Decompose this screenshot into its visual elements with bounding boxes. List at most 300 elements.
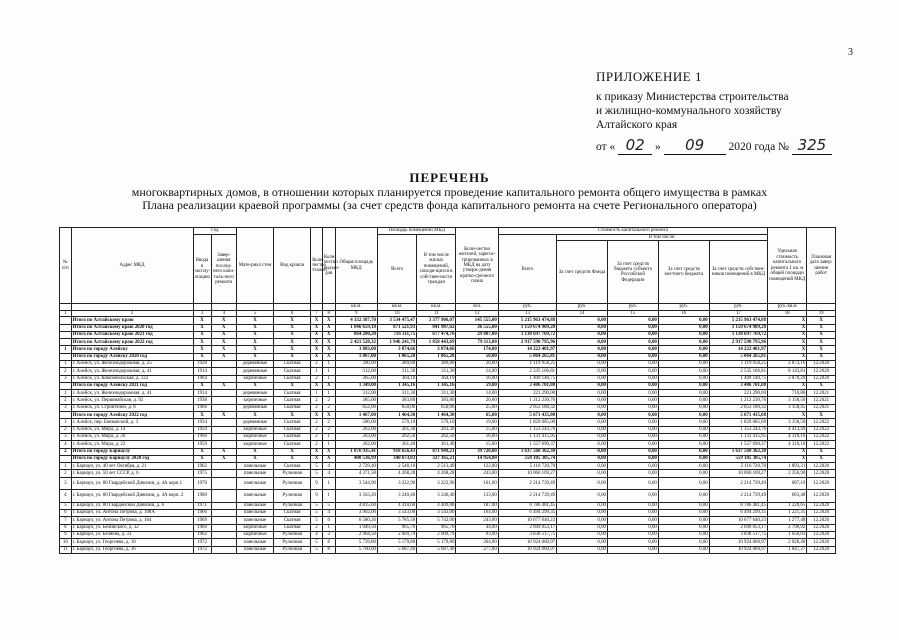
table-cell: 5 [311, 546, 323, 553]
table-cell: 4 413,49 [768, 426, 807, 433]
table-cell: 3 [322, 531, 335, 538]
table-cell [60, 382, 72, 389]
unit-cell: руб. [709, 304, 767, 310]
table-cell: 389,80 [377, 361, 416, 368]
table-cell: 390,00 [335, 361, 377, 368]
table-cell: 311,30 [377, 390, 416, 397]
column-index-cell: 8 [322, 310, 335, 316]
table-cell [60, 324, 72, 331]
table-cell: 264,00 [456, 539, 498, 546]
table-cell: 3 870,20 [768, 375, 807, 382]
table-cell [60, 339, 72, 346]
table-cell: 0,00 [607, 441, 658, 448]
table-cell: 0,00 [557, 490, 608, 503]
table-cell: 5 116 720,70 [709, 463, 767, 470]
table-cell: панельные [237, 510, 274, 517]
table-cell: 7 [60, 517, 72, 524]
table-cell: 5 671 435,08 [498, 412, 556, 419]
address-cell: г. Барнаул, ул. Антона Петрова, д. 108А [71, 510, 193, 517]
table-cell: 1 076 935,41 [335, 448, 377, 455]
table-cell: 0,00 [557, 426, 608, 433]
table-cell: 25,00 [456, 404, 498, 411]
table-cell: Скатная [274, 397, 311, 404]
table-cell: 0,00 [557, 317, 608, 324]
address-cell: г. Алейск, ул. Мира, д. 22 [71, 441, 193, 448]
table-cell: 677 474,76 [417, 331, 456, 338]
table-cell: X [322, 455, 335, 462]
table-cell: 4 310,16 [768, 441, 807, 448]
table-cell: 1 212 230,76 [709, 397, 767, 404]
table-cell: 1 [60, 419, 72, 426]
table-row [60, 426, 836, 433]
table-cell: кирпичные [237, 441, 274, 448]
table-cell [60, 331, 72, 338]
table-cell: X [237, 412, 274, 419]
table-cell: 0,00 [658, 470, 709, 477]
table-cell: 221 290,00 [498, 390, 556, 397]
table-cell: 1 119 958,25 [498, 361, 556, 368]
table-cell: X [274, 317, 311, 324]
table-cell: 0,00 [607, 455, 658, 462]
table-cell: 5 687,40 [417, 546, 456, 553]
table-cell: 243,00 [456, 517, 498, 524]
unit-cell: руб./кв.м [768, 304, 807, 310]
table-cell: панельные [237, 546, 274, 553]
table-cell: X [311, 346, 323, 353]
unit-cell: кв.м. [335, 304, 377, 310]
table-cell: 383,80 [417, 397, 456, 404]
table-cell: 1 [322, 490, 335, 503]
table-cell: 0,00 [607, 368, 658, 375]
table-cell: 2 917 590 795,96 [709, 339, 767, 346]
table-cell [211, 510, 236, 517]
table-cell: 0,00 [557, 433, 608, 440]
table-cell: 16,00 [456, 433, 498, 440]
table-cell: 1 [322, 441, 335, 448]
date-mid: » [655, 141, 661, 153]
table-cell: 579,10 [377, 419, 416, 426]
address-cell: Итого по городу Алейску 2020 год [71, 353, 193, 360]
table-cell: 2 [311, 441, 323, 448]
table-cell: панельные [237, 477, 274, 490]
table-cell: 1 [311, 390, 323, 397]
table-cell: 9 [60, 531, 72, 538]
address-cell: г. Алейск, ул. Железнодорожная, д. 25 [71, 361, 193, 368]
table-cell: 1 893,31 [768, 463, 807, 470]
table-cell: 871 521,93 [377, 324, 416, 331]
table-cell: 4 268,28 [417, 470, 456, 477]
table-cell [211, 470, 236, 477]
table-cell: 0,00 [557, 531, 608, 538]
address-cell: г. Алейск, пер. Банковский, д. 3 [71, 419, 193, 426]
table-cell: 0,00 [658, 441, 709, 448]
table-cell: 362,00 [335, 441, 377, 448]
table-cell: 2 356,90 [768, 470, 807, 477]
table-cell: 1 [322, 361, 335, 368]
col-header: № п/п [60, 228, 72, 304]
table-cell: 4 [322, 510, 335, 517]
table-cell: 0,00 [658, 426, 709, 433]
table-cell: 261,30 [417, 426, 456, 433]
table-cell: 5 [311, 510, 323, 517]
table-cell: 0,00 [658, 502, 709, 509]
table-cell: 36 555,00 [456, 324, 498, 331]
table-cell: 361,40 [377, 441, 416, 448]
table-cell: 365,00 [335, 375, 377, 382]
table-cell [211, 390, 236, 397]
table-cell: 0,00 [557, 448, 608, 455]
table-cell: X [311, 455, 323, 462]
table-cell: 0,00 [607, 361, 658, 368]
table-cell: 1 [322, 433, 335, 440]
buildings-table [59, 227, 836, 554]
table-cell: 2 535 166,81 [498, 368, 556, 375]
table-cell: 4 [322, 463, 335, 470]
table-cell: X [807, 353, 836, 360]
table-cell: X [807, 382, 836, 389]
table-cell: 0,00 [658, 404, 709, 411]
subtitle-line: многоквартирных домов, в отношении которых планируется проведение капитального ремонта общего имущества в рамках [131, 185, 768, 199]
table-cell: X [193, 339, 211, 346]
table-row [60, 463, 836, 470]
page-number: 3 [848, 47, 853, 58]
table-cell [211, 531, 236, 538]
table-cell: 0,00 [557, 412, 608, 419]
table-cell: 9 [311, 490, 323, 503]
table-cell: X [322, 353, 335, 360]
table-cell: X [311, 448, 323, 455]
column-index-cell: 4 [211, 310, 236, 316]
table-cell: X [211, 317, 236, 324]
table-cell: 0,00 [607, 397, 658, 404]
table-cell: 1 277,48 [768, 517, 807, 524]
table-cell: 2 513,40 [417, 463, 456, 470]
table-cell: X [211, 346, 236, 353]
table-cell: 1962 [193, 531, 211, 538]
table-cell: X [211, 455, 236, 462]
table-cell: 39 720,00 [456, 448, 498, 455]
table-cell: 2 [60, 426, 72, 433]
table-cell: 1 345,16 [417, 382, 456, 389]
table-cell: 0,00 [557, 517, 608, 524]
table-cell: 0,00 [557, 502, 608, 509]
table-cell: 174,00 [456, 346, 498, 353]
column-index-cell: 17 [709, 310, 767, 316]
table-cell: 683,48 [768, 490, 807, 503]
table-cell: X [237, 455, 274, 462]
table-total-row [60, 382, 836, 389]
table-cell: 5 [60, 502, 72, 509]
table-cell: 164,00 [456, 510, 498, 517]
table-cell: X [311, 331, 323, 338]
table-cell: 0,00 [658, 382, 709, 389]
table-cell: 312,00 [335, 390, 377, 397]
address-cell: г. Алейск, ул. Первомайская, д. 92 [71, 397, 193, 404]
address-cell: Итого по городу Алейску 2021 год [71, 382, 193, 389]
table-cell: X [274, 339, 311, 346]
table-cell: 1 409 140,75 [709, 375, 767, 382]
col-header: Ввода в эксплу-атацию [193, 235, 211, 304]
table-cell: 0,00 [607, 546, 658, 553]
table-cell: 12.2020 [807, 463, 836, 470]
table-cell: 65,00 [456, 412, 498, 419]
table-cell: 650,06 [417, 404, 456, 411]
table-cell: Скатная [274, 419, 311, 426]
table-cell: 0,00 [557, 324, 608, 331]
table-cell: 1 464,30 [417, 412, 456, 419]
table-cell: 1 153 243,76 [498, 426, 556, 433]
table-cell: 1972 [193, 546, 211, 553]
table-cell: 2 [311, 375, 323, 382]
col-header: Вид кровли [274, 228, 311, 304]
table-row [60, 375, 836, 382]
table-cell: 327 165,21 [417, 455, 456, 462]
table-cell: 11 [60, 546, 72, 553]
col-header: Мате-риал стен [237, 228, 274, 304]
table-cell: 4 410,60 [377, 502, 416, 509]
table-cell: 5 215 963 474,88 [709, 317, 767, 324]
column-index-cell: 16 [658, 310, 709, 316]
table-cell: 14 222 401,97 [709, 346, 767, 353]
table-cell: 3 486 701,08 [498, 382, 556, 389]
table-cell: 0,00 [607, 353, 658, 360]
table-cell: 2 548,10 [377, 463, 416, 470]
table-cell: X [807, 324, 836, 331]
table-cell: 0,00 [658, 531, 709, 538]
table-cell: 0,00 [658, 455, 709, 462]
table-cell: X [311, 382, 323, 389]
table-cell: X [768, 353, 807, 360]
table-cell: 12.2020 [807, 490, 836, 503]
table-cell [211, 375, 236, 382]
table-cell [211, 463, 236, 470]
table-cell: 650,06 [377, 404, 416, 411]
column-index-cell: 3 [193, 310, 211, 316]
table-cell: 5 742,00 [417, 517, 456, 524]
table-cell: 50,00 [456, 353, 498, 360]
group-header-incl: В том числе: [557, 235, 768, 241]
table-cell: 0,00 [607, 524, 658, 531]
table-cell: X [311, 353, 323, 360]
table-cell: 0,00 [557, 404, 608, 411]
table-cell: 0,00 [607, 339, 658, 346]
unit-cell: чел. [456, 304, 498, 310]
table-cell: 3 158,50 [768, 397, 807, 404]
table-cell: 79 113,00 [456, 339, 498, 346]
table-cell [60, 353, 72, 360]
table-cell: 4 409,00 [417, 502, 456, 509]
order-number: 325 [792, 136, 832, 155]
table-cell: панельные [237, 490, 274, 503]
table-cell [211, 502, 236, 509]
table-cell: 261,30 [377, 426, 416, 433]
address-cell: Итого по городу Алейску [71, 346, 193, 353]
table-cell: 2 917 590 795,96 [498, 339, 556, 346]
table-cell [211, 546, 236, 553]
col-header: Адрес МКД [71, 228, 193, 304]
table-cell: 716 311,75 [377, 331, 416, 338]
table-cell: X [193, 324, 211, 331]
table-cell: 10 924 060,97 [709, 539, 767, 546]
table-cell: Рулонная [274, 502, 311, 509]
table-cell: 2 873,16 [768, 361, 807, 368]
table-cell: кирпичные [237, 531, 274, 538]
table-cell: 15,00 [456, 426, 498, 433]
table-cell: 0,00 [658, 490, 709, 503]
table-cell: 0,00 [557, 390, 608, 397]
table-cell: 2 053 180,32 [498, 404, 556, 411]
table-cell: 0,00 [607, 317, 658, 324]
table-cell: X [768, 448, 807, 455]
table-row [60, 397, 836, 404]
table-cell: кирпичные [237, 433, 274, 440]
table-cell: 2 [311, 361, 323, 368]
table-cell: X [237, 448, 274, 455]
table-cell: 0,00 [658, 368, 709, 375]
table-cell: 10 677 640,23 [498, 517, 556, 524]
col-header: Плановая дата завер-шения работ [807, 228, 836, 304]
table-cell: 1 829 085,00 [709, 419, 767, 426]
table-cell: 10 060 169,27 [709, 470, 767, 477]
table-cell: 12.2020 [807, 477, 836, 490]
buildings-table-container [59, 227, 836, 554]
table-cell: 1 138 697 769,72 [709, 331, 767, 338]
table-cell: 12.2020 [807, 361, 836, 368]
table-cell: 2 [322, 397, 335, 404]
column-index-cell: 10 [377, 310, 416, 316]
table-cell: 4 [60, 490, 72, 503]
table-cell: 4 310,16 [768, 433, 807, 440]
table-cell: 263,00 [335, 433, 377, 440]
table-cell: 311,30 [377, 368, 416, 375]
table-cell: 20,00 [456, 397, 498, 404]
table-cell: 3 486 701,08 [709, 382, 767, 389]
unit-cell: руб. [658, 304, 709, 310]
table-row [60, 510, 836, 517]
table-cell: 0,00 [557, 353, 608, 360]
document-subtitle [0, 186, 899, 212]
table-cell: 1 [322, 375, 335, 382]
table-cell: X [807, 346, 836, 353]
table-cell: 2 [60, 397, 72, 404]
table-cell: 8 [322, 539, 335, 546]
unit-cell: руб. [498, 304, 556, 310]
table-total-row [60, 353, 836, 360]
table-cell: 0,00 [658, 390, 709, 397]
table-cell: Скатная [274, 404, 311, 411]
table-cell: 2 699 053,17 [709, 524, 767, 531]
table-cell: панельные [237, 539, 274, 546]
table-cell: Рулонная [274, 531, 311, 538]
table-row [60, 531, 836, 538]
table-cell: 3 543,00 [417, 510, 456, 517]
table-cell: 2 [322, 404, 335, 411]
table-cell: 12.2020 [807, 517, 836, 524]
table-cell: X [322, 346, 335, 353]
column-index-cell: 11 [417, 310, 456, 316]
table-cell: 2 009,79 [377, 531, 416, 538]
table-cell: 965,70 [417, 524, 456, 531]
order-line: Алтайского края [596, 119, 678, 131]
table-cell: 12.2022 [807, 441, 836, 448]
table-cell: 5 [311, 470, 323, 477]
table-cell: 1914 [193, 390, 211, 397]
table-cell: 864 200,20 [335, 331, 377, 338]
subtitle-line: Плана реализации краевой программы (за счет средств фонда капитального ремонта на счете Регионального оператора) [142, 198, 757, 212]
table-total-row [60, 324, 836, 331]
table-cell: 145 555,00 [456, 317, 498, 324]
table-cell: Скатная [274, 375, 311, 382]
table-cell: 1 131 415,95 [709, 433, 767, 440]
table-cell: 0,00 [658, 448, 709, 455]
table-cell: X [322, 339, 335, 346]
table-cell: 1 [322, 477, 335, 490]
table-cell: 311,30 [417, 390, 456, 397]
table-cell: 5 116 720,70 [498, 463, 556, 470]
col-header: За счет средств местного бюджета [658, 241, 709, 304]
table-row [60, 470, 836, 477]
table-cell: Рулонная [274, 470, 311, 477]
table-cell: 12.2020 [807, 368, 836, 375]
col-header: За счет средств собствен-ников помещений в МКД [709, 241, 767, 304]
table-cell: 2 214 739,49 [709, 490, 767, 503]
table-cell: 710,86 [768, 390, 807, 397]
table-cell [211, 524, 236, 531]
address-cell: г. Барнаул, ул. Антона Петрова, д. 164 [71, 517, 193, 524]
table-cell: 29 887,00 [456, 331, 498, 338]
table-body [60, 317, 836, 554]
table-row [60, 361, 836, 368]
table-cell: X [768, 346, 807, 353]
address-cell: г. Алейск, ул. Железнодорожная, д. 41 [71, 368, 193, 375]
address-cell: г. Алейск, ул. Строителей, д. 8 [71, 404, 193, 411]
table-cell: 2 [311, 404, 323, 411]
unit-cell: руб. [557, 304, 608, 310]
address-cell: г. Барнаул, ул. Белинского, д. 32 [71, 524, 193, 531]
table-cell: X [193, 331, 211, 338]
table-cell [211, 426, 236, 433]
table-cell: 0,00 [607, 426, 658, 433]
table-cell: 59,00 [456, 382, 498, 389]
table-cell: 1934 [193, 419, 211, 426]
table-total-row [60, 455, 836, 462]
address-cell: г. Барнаул, ул. Георгиева, д. 10 [71, 539, 193, 546]
table-cell: 12.2020 [807, 524, 836, 531]
table-cell: 841 987,62 [417, 324, 456, 331]
table-cell: Рулонная [274, 546, 311, 553]
table-cell: 6 580,26 [335, 517, 377, 524]
table-cell: 389,80 [417, 361, 456, 368]
table-cell: 0,00 [557, 346, 608, 353]
table-cell: 12.2021 [807, 404, 836, 411]
table-cell: 5 [311, 502, 323, 509]
table-cell: 10 924 060,97 [498, 546, 556, 553]
unit-cell: кв.м. [417, 304, 456, 310]
table-cell: 1959 [193, 441, 211, 448]
table-cell [211, 517, 236, 524]
table-cell: 4 332 387,70 [335, 317, 377, 324]
table-cell: 364,10 [417, 375, 456, 382]
table-cell: 5 179,80 [417, 539, 456, 546]
table-cell: 3 874,66 [417, 346, 456, 353]
table-cell: 1962 [193, 463, 211, 470]
address-cell: Итого по Алтайскому краю 2021 год [71, 331, 193, 338]
table-cell: 311,30 [417, 368, 456, 375]
table-cell: 0,00 [557, 375, 608, 382]
table-row [60, 368, 836, 375]
table-cell: 5 687,40 [377, 546, 416, 553]
table-cell: 9 [311, 477, 323, 490]
